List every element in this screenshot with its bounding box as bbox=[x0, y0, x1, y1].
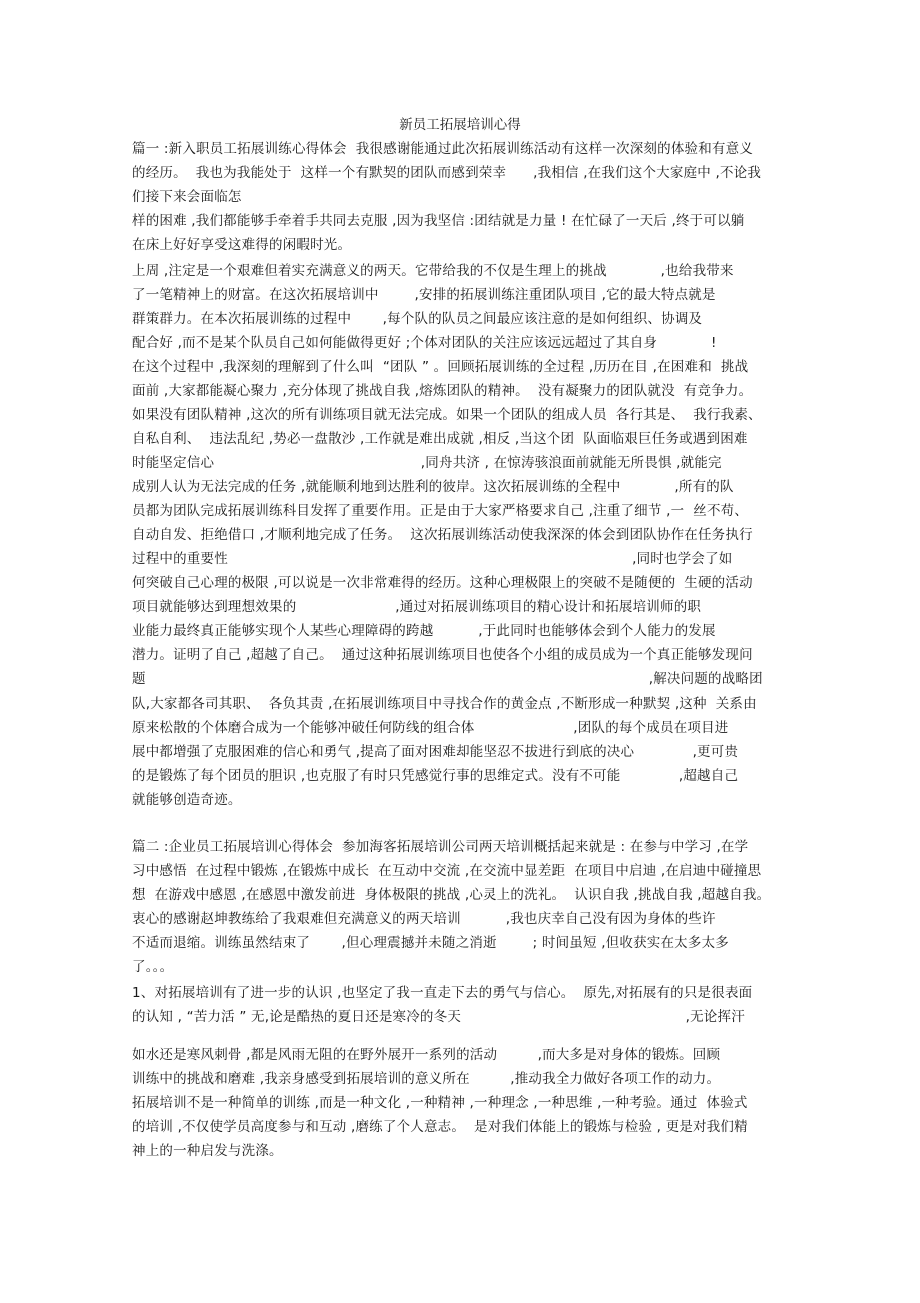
text-line: 如水还是寒风刺骨 ,都是风雨无阻的在野外展开一系列的活动 ,而大多是对身体的锻炼。回顾 bbox=[132, 1047, 721, 1063]
text-line: 神上的一种启发与洗涤。 bbox=[132, 1143, 283, 1159]
text-line: 原来松散的个体磨合成为一个能够冲破任何防线的组合体 ,团队的每个成员在项目进 bbox=[132, 720, 729, 736]
text-line: 想 在游戏中感恩 ,在感恩中激发前进 身体极限的挑战 ,心灵上的洗礼。 认识自我 ,挑战自我 ,超越自我。 bbox=[132, 887, 771, 903]
text-line: 在这个过程中 ,我深刻的理解到了什么叫 “团队 ” 。回顾拓展训练的全过程 ,历历在目 ,在困难和 挑战 bbox=[132, 359, 749, 375]
text-line: 就能够创造奇迹。 bbox=[132, 792, 242, 808]
document-title: 新员工拓展培训心得 bbox=[399, 117, 521, 133]
text-line: 业能力最终真正能够实现个人某些心理障碍的跨越 ,于此同时也能够体会到个人能力的发展 bbox=[132, 623, 716, 639]
text-line: 配合好 ,而不是某个队员自己如何能做得更好 ;个体对团队的关注应该远远超过了其自身 ! bbox=[132, 335, 717, 351]
text-line: 群策群力。在本次拓展训练的过程中 ,每个队的队员之间最应该注意的是如何组织、协调及 bbox=[132, 311, 703, 327]
text-line: 面前 ,大家都能凝心聚力 ,充分体现了挑战自我 ,熔炼团队的精神。 没有凝聚力的团队就没 有竞争力。 bbox=[132, 383, 753, 399]
text-line: 的认知 , “苦力活 ” 无,论是酷热的夏日还是寒冷的冬天 ,无论挥汗 bbox=[132, 1009, 745, 1025]
text-line: 的经历。 我也为我能处于 这样一个有默契的团队而感到荣幸 ,我相信 ,在我们这个大家庭中 ,不论我 bbox=[132, 165, 762, 181]
text-line: 拓展培训不是一种简单的训练 ,而是一种文化 ,一种精神 ,一种理念 ,一种思维 ,一种考验。通过 体验式 bbox=[132, 1095, 748, 1111]
text-line: 样的困难 ,我们都能够手牵着手共同去克服 ,因为我坚信 :团结就是力量 ! 在忙碌了一天后 ,终于可以躺 bbox=[132, 213, 745, 229]
text-line: 不适而退缩。训练虽然结束了 ,但心理震撼并未随之消逝 ; 时间虽短 ,但收获实在太多太多 bbox=[132, 935, 729, 951]
text-line: 队,大家都各司其职、 各负其责 ,在拓展训练项目中寻找合作的黄金点 ,不断形成一种默契 ,这种 关系由 bbox=[132, 696, 757, 712]
text-line: 项目就能够达到理想效果的 ,通过对拓展训练项目的精心设计和拓展培训师的职 bbox=[132, 599, 702, 615]
text-line: 如果没有团队精神 ,这次的所有训练项目就无法完成。如果一个团队的组成人员 各行其是、 我行我素、 bbox=[132, 407, 762, 423]
text-line: 自动自发、拒绝借口 ,才顺利地完成了任务。 这次拓展训练活动使我深深的体会到团队协作在任务执行 bbox=[132, 527, 753, 543]
text-line: 了一笔精神上的财富。在这次拓展培训中 ,安排的拓展训练注重团队项目 ,它的最大特点就是 bbox=[132, 287, 716, 303]
text-line: 时能坚定信心 ,同舟共济 , 在惊涛骇浪面前就能无所畏惧 ,就能完 bbox=[132, 455, 722, 471]
text-line: 衷心的感谢赵坤教练给了我艰难但充满意义的两天培训 ,我也庆幸自己没有因为身体的些许 bbox=[132, 911, 716, 927]
text-line: 篇二 :企业员工拓展培训心得体会 参加海客拓展培训公司两天培训概括起来就是 : 在参与中学习 ,在学 bbox=[132, 839, 749, 855]
text-line: 潜力。证明了自己 ,超越了自己。 通过这种拓展训练项目也使各个小组的成员成为一个真正能够发现问 bbox=[132, 647, 753, 663]
text-line: 了。。。 bbox=[132, 959, 174, 975]
text-line: 的培训 ,不仅使学员高度参与和互动 ,磨练了个人意志。 是对我们体能上的锻炼与检验 , 更是对我们精 bbox=[132, 1119, 748, 1135]
text-line: 员都为团队完成拓展训练科目发挥了重要作用。正是由于大家严格要求自己 ,注重了细节 ,一 丝不苟、 bbox=[132, 503, 749, 519]
text-line: 上周 ,注定是一个艰难但着实充满意义的两天。它带给我的不仅是生理上的挑战 ,也给我带来 bbox=[132, 263, 734, 279]
text-line: 篇一 :新入职员工拓展训练心得体会 我很感谢能通过此次拓展训练活动有这样一次深刻的体验和有意义 bbox=[132, 141, 754, 157]
text-line: 习中感悟 在过程中锻炼 ,在锻炼中成长 在互动中交流 ,在交流中显差距 在项目中启迪 ,在启迪中碰撞思 bbox=[132, 863, 762, 879]
text-line: 何突破自己心理的极限 ,可以说是一次非常难得的经历。这种心理极限上的突破不是随便的 生硬的活动 bbox=[132, 575, 753, 591]
text-line: 的是锻炼了每个团员的胆识 ,也克服了有时只凭感觉行事的思维定式。没有不可能 ,超越自己 bbox=[132, 768, 739, 784]
text-line: 自私自利、 违法乱纪 ,势必一盘散沙 ,工作就是难出成就 ,相反 ,当这个团 队面临艰巨任务或遇到困难 bbox=[132, 431, 748, 447]
text-line: 在床上好好享受这难得的闲暇时光。 bbox=[132, 237, 352, 253]
text-line: 展中都增强了克服困难的信心和勇气 ,提高了面对困难却能坚忍不拔进行到底的决心 ,更可贵 bbox=[132, 744, 739, 760]
text-line: 1、对拓展培训有了进一步的认识 ,也坚定了我一直走下去的勇气与信心。 原先,对拓展有的只是很表面 bbox=[132, 985, 753, 1001]
text-line: 训练中的挑战和磨难 ,我亲身感受到拓展培训的意义所在 ,推动我全力做好各项工作的动力。 bbox=[132, 1071, 721, 1087]
text-line: 们接下来会面临怎 bbox=[132, 189, 242, 205]
text-line: 成别人认为无法完成的任务 ,就能顺利地到达胜利的彼岸。这次拓展训练的全程中 ,所有的队 bbox=[132, 479, 734, 495]
text-line: 过程中的重要性 ,同时也学会了如 bbox=[132, 551, 733, 567]
text-line: 题 ,解决问题的战略团 bbox=[132, 671, 763, 687]
